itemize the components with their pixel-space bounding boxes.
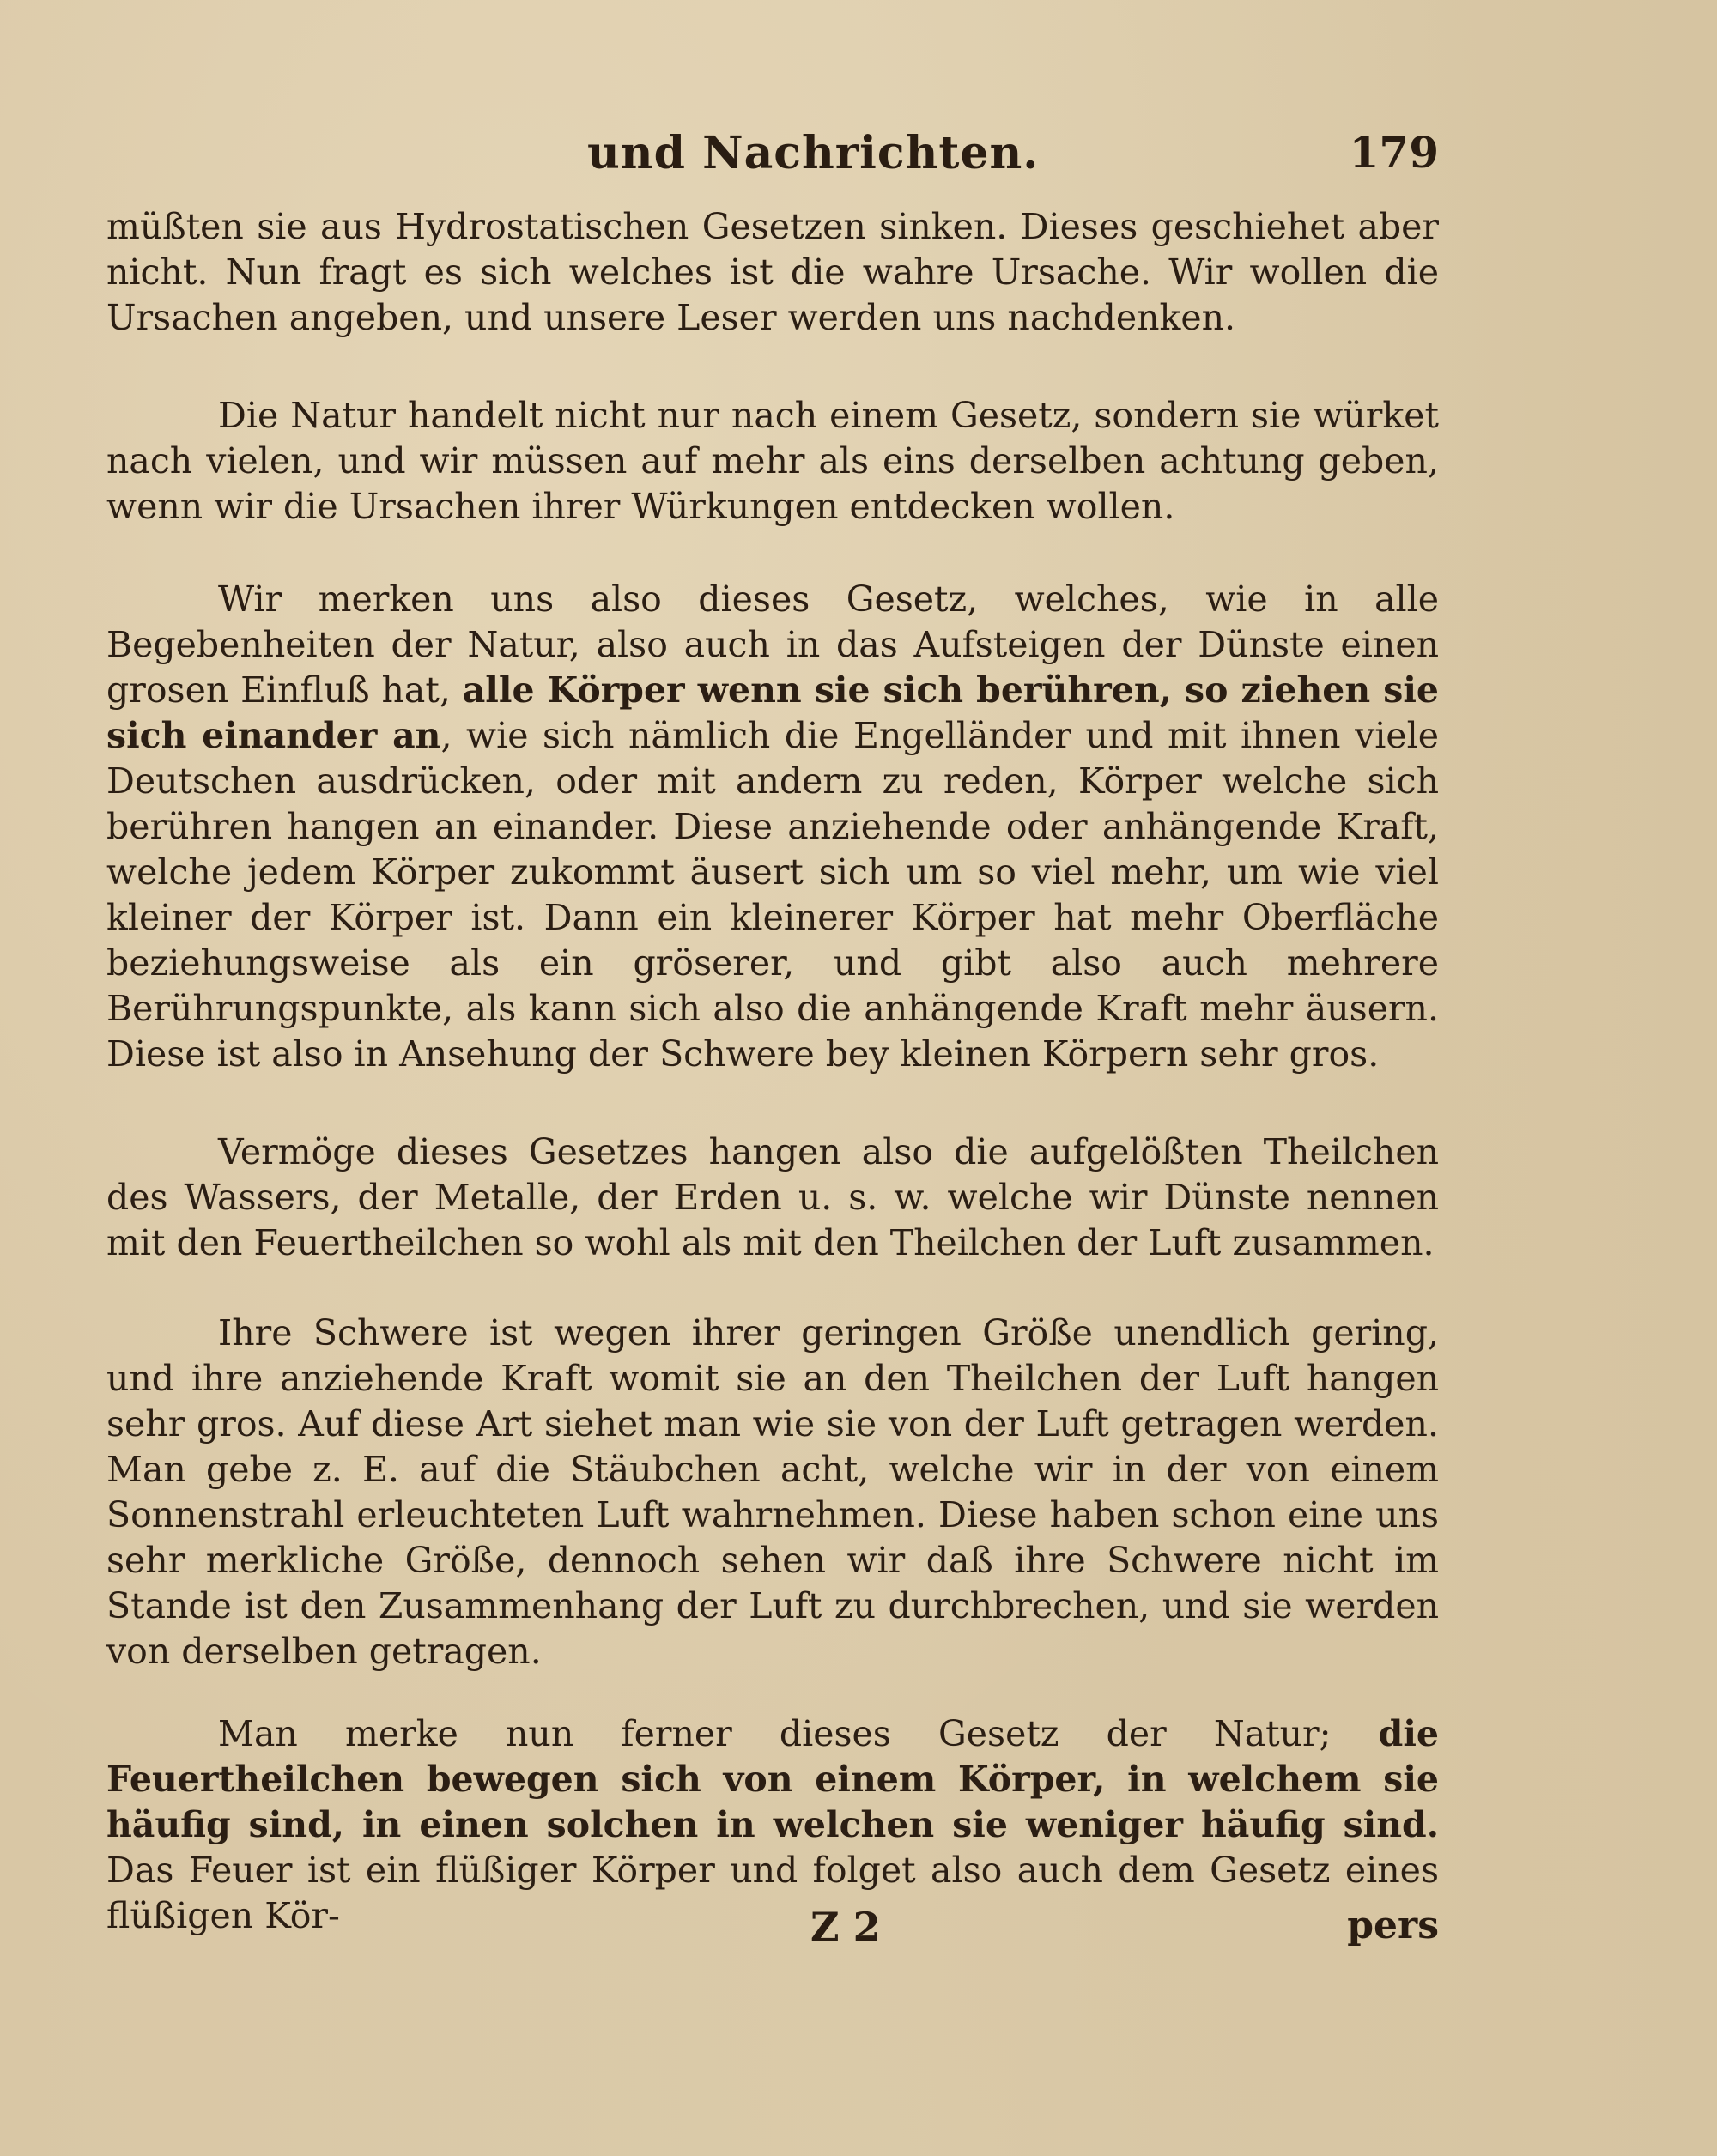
paragraph-6-text-start: Man merke nun ferner dieses Gesetz der Natur; [218, 1713, 1379, 1754]
running-title: und Nachrichten. [587, 127, 1040, 179]
paragraph-3-emphasis: alle Körper wenn sie sich berühren, so ziehen sie sich einander an [106, 669, 1439, 756]
paragraph-3-text-end: , wie sich nämlich die Engelländer und mit ihnen viele Deutschen ausdrücken, oder mit andern zu reden, Körper welche sich berühren hangen an einander. Diese anziehende oder anhängende Kraft, welche jedem Körper zukommt äusert sich um so viel mehr, um wie viel kleiner der Körper ist. Dann ein kleinerer Körper hat mehr Oberfläche beziehungsweise als ein gröserer, und gibt also auch mehrere Berührungspunkte, als kann sich also die anhängende Kraft mehr äusern. Diese ist also in Ansehung der Schwere bey kleinen Körpern sehr gros. [106, 715, 1439, 1075]
paragraph-2: Die Natur handelt nicht nur nach einem Gesetz, sondern sie würket nach vielen, und wir müssen auf mehr als eins derselben achtung geben, wenn wir die Ursachen ihrer Würkungen entdecken wollen. [106, 395, 1439, 527]
paragraph-3 [106, 577, 1439, 1077]
signature-mark: Z 2 [810, 1904, 881, 1950]
paragraph-3-text-start: Wir merken uns also dieses Gesetz, welches, wie in alle Begebenheiten der Natur, also auch in das Aufsteigen der Dünste einen grosen Einfluß hat, [106, 578, 1439, 711]
page-footer [106, 1904, 1439, 1955]
paragraph-4: Vermöge dieses Gesetzes hangen also die aufgelößten Theilchen des Wassers, der Metalle, der Erden u. s. w. welche wir Dünste nennen mit den Feuertheilchen so wohl als mit den Theilchen der Luft zusammen. [106, 1131, 1439, 1263]
paragraph-6-text-end: Das Feuer ist ein flüßiger Körper und folget also auch dem Gesetz eines flüßigen Kör- [106, 1850, 1439, 1936]
page-header [106, 127, 1439, 179]
paragraph-1: müßten sie aus Hydrostatischen Gesetzen sinken. Dieses geschiehet aber nicht. Nun fragt es sich welches ist die wahre Ursache. Wir wollen die Ursachen angeben, und unsere Leser werden uns nachdenken. [106, 206, 1439, 338]
paragraph-5: Ihre Schwere ist wegen ihrer geringen Größe unendlich gering, und ihre anziehende Kraft womit sie an den Theilchen der Luft hangen sehr gros. Auf diese Art siehet man wie sie von der Luft getragen werden. Man gebe z. E. auf die Stäubchen acht, welche wir in der von einem Sonnenstrahl erleuchteten Luft wahrnehmen. Diese haben schon eine uns sehr merkliche Größe, dennoch sehen wir daß ihre Schwere nicht im Stande ist den Zusammenhang der Luft zu durchbrechen, und sie werden von derselben getragen. [106, 1312, 1439, 1672]
paragraph-6-emphasis: die Feuertheilchen bewegen sich von einem Körper, in welchem sie häufig sind, in einen solchen in welchen sie weniger häufig sind. [106, 1713, 1439, 1845]
catchword: pers [1347, 1904, 1439, 1947]
page-number: 179 [1349, 127, 1439, 178]
